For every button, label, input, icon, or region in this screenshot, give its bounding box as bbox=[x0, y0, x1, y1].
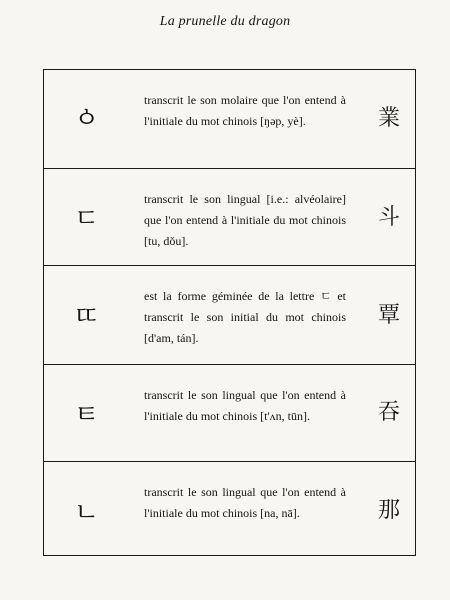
jamo-letter: ㆁ bbox=[73, 104, 100, 134]
jamo-table bbox=[43, 69, 416, 556]
row-description: transcrit le son lingual que l'on entend à l'initiale du mot chinois [na, nā]. bbox=[144, 485, 346, 520]
chinese-character: 覃 bbox=[377, 303, 400, 328]
chinese-character: 斗 bbox=[377, 205, 400, 230]
table-row bbox=[44, 70, 415, 168]
table-row bbox=[44, 168, 415, 265]
table-row bbox=[44, 461, 415, 555]
jamo-letter: ㄴ bbox=[73, 498, 100, 528]
page-title: La prunelle du dragon bbox=[159, 14, 291, 29]
chinese-character: 業 bbox=[377, 106, 400, 131]
chinese-character: 吞 bbox=[377, 400, 400, 425]
row-description: transcrit le son lingual [i.e.: alvéolaire] que l'on entend à l'initiale du mot chinois [tu, dǒu]. bbox=[144, 192, 346, 248]
table-row bbox=[44, 364, 415, 461]
jamo-letter: ㄷ bbox=[73, 204, 100, 234]
row-description: transcrit le son molaire que l'on entend à l'initiale du mot chinois [ŋəp, yè]. bbox=[144, 93, 346, 128]
jamo-letter: ㄸ bbox=[73, 302, 100, 332]
row-description: est la forme géminée de la lettre ㄷ et transcrit le son initial du mot chinois [d'am, tán]. bbox=[144, 289, 346, 345]
table-row bbox=[44, 265, 415, 364]
jamo-letter: ㅌ bbox=[73, 400, 100, 430]
row-description: transcrit le son lingual que l'on entend à l'initiale du mot chinois [t'ʌn, tūn]. bbox=[144, 388, 346, 423]
chinese-character: 那 bbox=[377, 498, 400, 523]
